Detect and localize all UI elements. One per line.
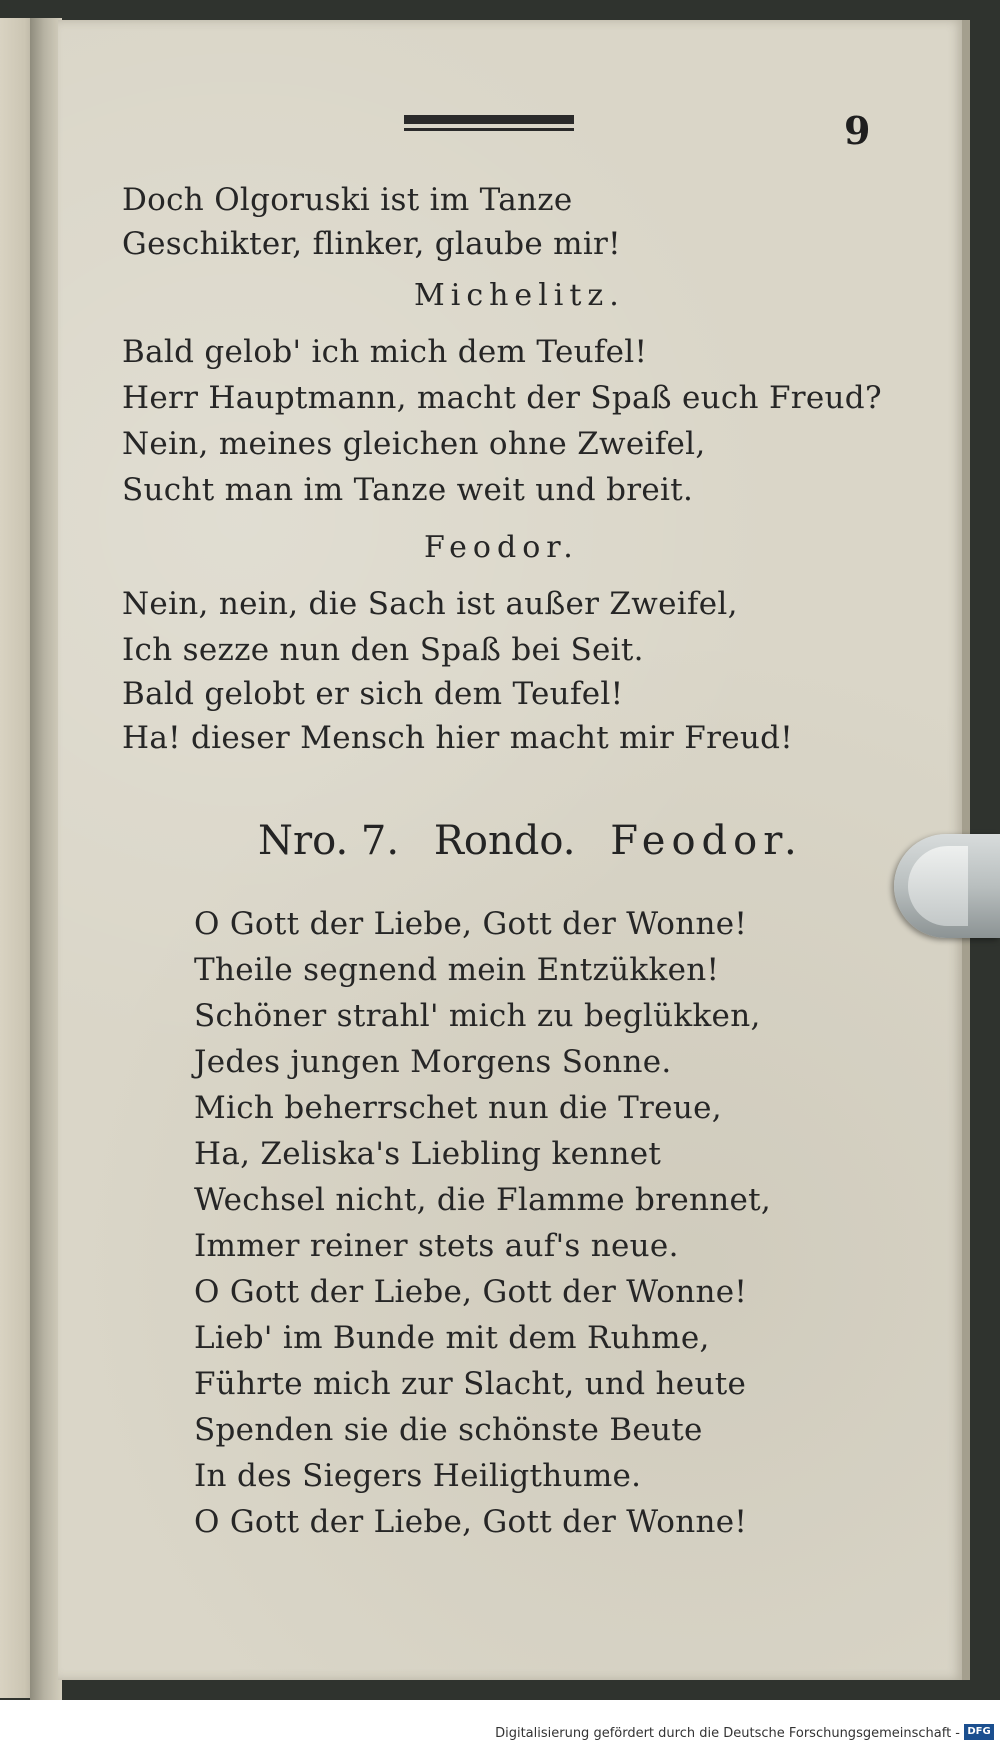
song-form: Rondo. <box>433 818 576 864</box>
song-number: Nro. 7. <box>258 818 400 864</box>
verse-line: Immer reiner stets auf's neue. <box>194 1228 679 1264</box>
verse-line: O Gott der Liebe, Gott der Wonne! <box>194 906 748 942</box>
text-line: Bald gelobt er sich dem Teufel! <box>122 676 624 712</box>
verse-line: Schöner strahl' mich zu beglükken, <box>194 998 761 1034</box>
song-singer: Feodor. <box>610 818 803 864</box>
digitization-credit: Digitalisierung gefördert durch die Deutsche Forschungsgemeinschaft - <box>495 1726 960 1741</box>
verse-line: Lieb' im Bunde mit dem Ruhme, <box>194 1320 710 1356</box>
text-line: Sucht man im Tanze weit und breit. <box>122 472 694 508</box>
song-heading <box>258 818 803 864</box>
verse-line: Ha, Zeliska's Liebling kennet <box>194 1136 662 1172</box>
text-line: Geschikter, flinker, glaube mir! <box>122 226 621 262</box>
text-line: Ich sezze nun den Spaß bei Seit. <box>122 632 644 668</box>
header-rule-thin <box>404 128 574 131</box>
text-line: Bald gelob' ich mich dem Teufel! <box>122 334 648 370</box>
text-line: Nein, nein, die Sach ist außer Zweifel, <box>122 586 738 622</box>
verse-line: Theile segnend mein Entzükken! <box>194 952 720 988</box>
speaker-name: Feodor. <box>424 530 579 565</box>
header-rule <box>404 115 574 131</box>
verse-line: O Gott der Liebe, Gott der Wonne! <box>194 1274 748 1310</box>
text-line: Ha! dieser Mensch hier macht mir Freud! <box>122 720 794 756</box>
verse-line: Führte mich zur Slacht, und heute <box>194 1366 747 1402</box>
verse-line: In des Siegers Heiligthume. <box>194 1458 642 1494</box>
text-line: Doch Olgoruski ist im Tanze <box>122 182 573 218</box>
page-number: 9 <box>844 108 871 153</box>
text-line: Nein, meines gleichen ohne Zweifel, <box>122 426 706 462</box>
verse-line: Spenden sie die schönste Beute <box>194 1412 703 1448</box>
verse-line: Jedes jungen Morgens Sonne. <box>194 1044 672 1080</box>
text-line: Herr Hauptmann, macht der Spaß euch Freud? <box>122 380 882 416</box>
header-rule-thick <box>404 115 574 124</box>
verse-line: Mich beherrschet nun die Treue, <box>194 1090 722 1126</box>
speaker-name: Michelitz. <box>414 278 625 313</box>
dfg-logo: DFG <box>964 1724 994 1740</box>
verse-line: O Gott der Liebe, Gott der Wonne! <box>194 1504 748 1540</box>
verse-line: Wechsel nicht, die Flamme brennet, <box>194 1182 772 1218</box>
